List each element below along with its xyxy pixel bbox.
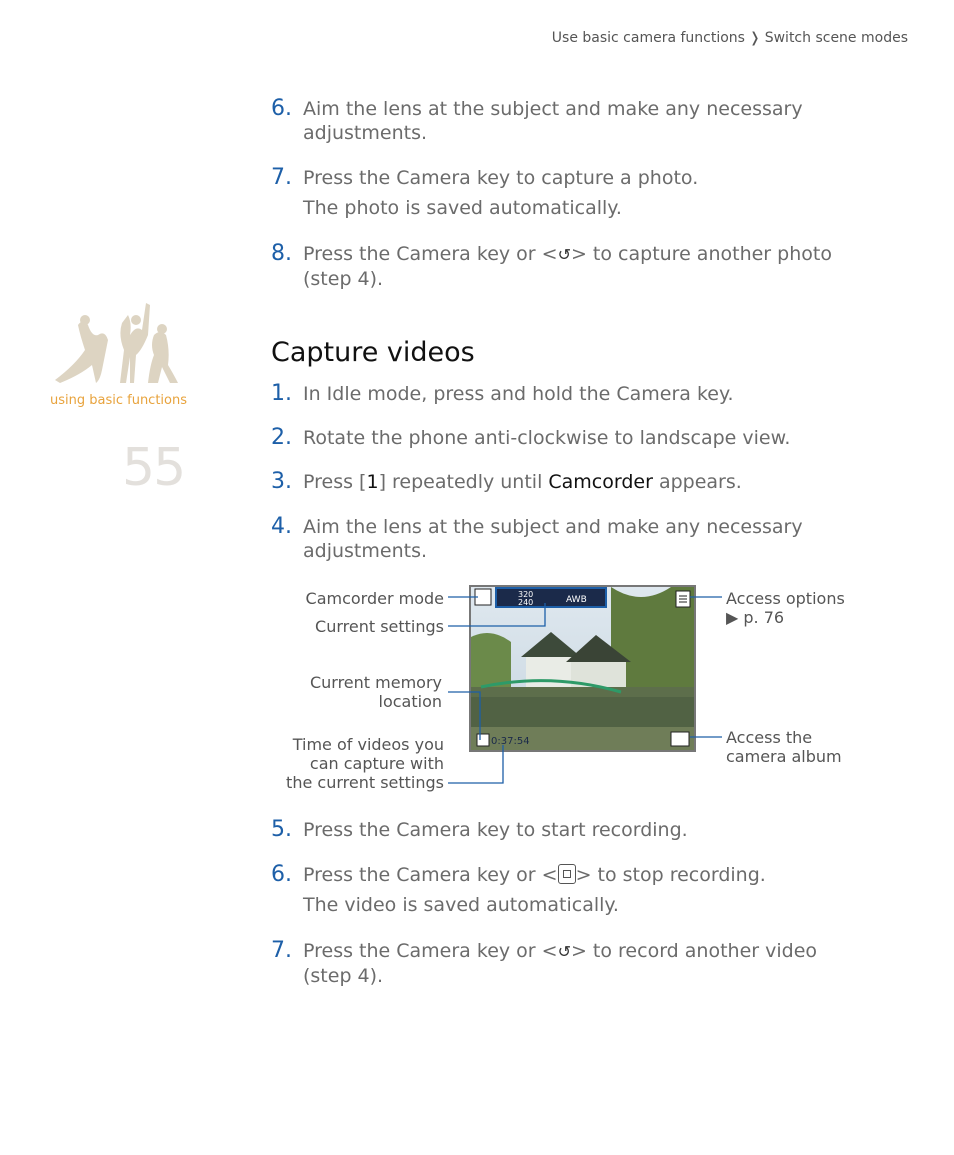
recording-time: 0:37:54	[491, 736, 530, 747]
step-number: 2.	[271, 425, 292, 450]
step-text-before: Press the Camera key or <	[303, 940, 558, 962]
header-separator: ❭	[748, 30, 761, 46]
step-number: 5.	[271, 817, 292, 842]
callout-current-settings: Current settings	[315, 617, 444, 636]
step-number: 6.	[271, 862, 292, 887]
resolution-bottom: 240	[518, 598, 534, 607]
step-number: 7.	[271, 165, 292, 190]
page-reference: ▶ p. 76	[726, 608, 785, 627]
step-text-after: > to capture another photo (step 4).	[303, 243, 832, 290]
stop-key-icon	[558, 864, 576, 884]
camcorder-term: Camcorder	[548, 471, 653, 493]
step-text: Aim the lens at the subject and make any necessary adjustments.	[303, 516, 803, 562]
callout-line: Access options	[726, 589, 845, 608]
callout-remaining-time	[286, 735, 444, 792]
white-balance-label: AWB	[566, 595, 587, 605]
key-label: 1	[366, 471, 379, 493]
step-number: 6.	[271, 96, 292, 121]
header-topic: Switch scene modes	[764, 30, 908, 46]
step-number: 8.	[271, 241, 292, 266]
callout-line: Current memory	[309, 673, 442, 692]
step-number: 1.	[271, 381, 292, 406]
page-number: 55	[122, 438, 185, 498]
step-text: In Idle mode, press and hold the Camera key.	[303, 383, 734, 405]
step-number: 7.	[271, 938, 292, 963]
step-text-before: Press the Camera key or <	[303, 243, 558, 265]
step-text-after: > to record another video (step 4).	[303, 940, 818, 987]
callout-line: the current settings	[286, 773, 444, 792]
callout-camcorder-mode: Camcorder mode	[305, 589, 444, 608]
step-number: 3.	[271, 469, 292, 494]
step-text: Press the Camera key to start recording.	[303, 819, 688, 841]
step-text: Aim the lens at the subject and make any necessary adjustments.	[303, 98, 803, 144]
callout-line: Time of videos you	[292, 735, 444, 754]
callout-camera-album	[726, 728, 842, 766]
callout-access-options	[726, 589, 845, 627]
back-key-icon: ↺	[557, 942, 571, 961]
step-text: Press the Camera key to capture a photo.	[303, 167, 699, 189]
step-number: 4.	[271, 514, 292, 539]
resolution-top: 320	[518, 590, 534, 599]
step-text-before: Press [	[303, 471, 367, 493]
step-text: Rotate the phone anti-clockwise to landscape view.	[303, 427, 791, 449]
header-section: Use basic camera functions	[551, 30, 745, 46]
callout-line: can capture with	[309, 754, 444, 773]
callout-line: location	[378, 692, 442, 711]
callout-line: Access the	[726, 728, 813, 747]
sidebar-label: using basic functions	[50, 393, 188, 408]
step-text-mid: ] repeatedly until	[378, 471, 549, 493]
step-subtext: The video is saved automatically.	[303, 894, 619, 916]
callout-line: camera album	[726, 747, 842, 766]
step-5	[271, 818, 863, 842]
step-text-after: > to stop recording.	[575, 864, 766, 886]
callout-memory-location	[310, 673, 442, 711]
step-subtext: The photo is saved automatically.	[303, 197, 622, 219]
step-6	[271, 863, 863, 917]
section-title: Capture videos	[271, 337, 475, 368]
step-text-before: Press the Camera key or <	[303, 864, 558, 886]
step-7	[271, 939, 863, 988]
back-key-icon: ↺	[557, 245, 571, 264]
step-text-after: appears.	[652, 471, 742, 493]
